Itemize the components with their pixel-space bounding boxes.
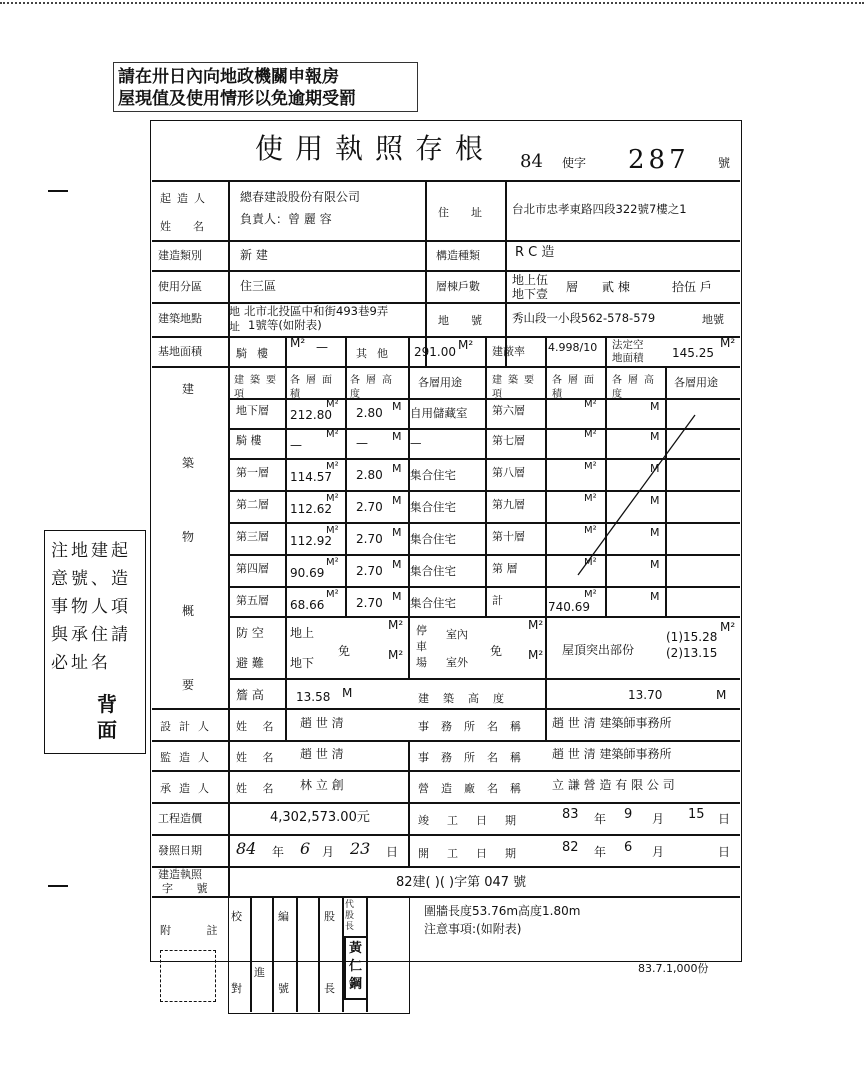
- floors-label: 層棟戶數: [436, 280, 480, 293]
- floor-height: 2.70: [356, 532, 383, 546]
- roof-1: (1)15.28: [666, 630, 718, 644]
- top-note-line2: 屋現值及使用情形以免逾期受罰: [118, 89, 356, 109]
- floors-down: 地下壹: [512, 287, 549, 301]
- supervisor-name-label: 姓 名: [236, 751, 280, 764]
- header-item-right: 建築要項: [492, 375, 540, 400]
- start-nian: 年: [594, 845, 607, 859]
- rule: [505, 180, 507, 366]
- floor-right-area-unit: M²: [584, 557, 597, 568]
- floor-name: 第二層: [236, 498, 269, 511]
- qilou-value: —: [316, 340, 328, 354]
- supervisor-office: 趙 世 清 建築師事務所: [552, 747, 672, 761]
- floor-right-height-unit: M: [650, 462, 660, 475]
- rule: [345, 336, 347, 616]
- rule: [152, 708, 740, 710]
- applicant-label: 起造人: [160, 192, 211, 205]
- permit-no-label-2: 字 號: [162, 882, 218, 895]
- issue-month: 6: [300, 839, 311, 858]
- site-address-1: 北市北投區中和街493巷9弄: [244, 304, 389, 318]
- rule: [228, 586, 740, 588]
- floor-area: 68.66: [290, 598, 325, 612]
- header-item-left: 建築要項: [234, 375, 282, 400]
- floor-height-unit: M: [392, 558, 402, 571]
- issue-year: 84: [236, 839, 257, 858]
- park-c: 場: [416, 656, 427, 669]
- park-unit-2: M²: [528, 648, 544, 662]
- official-seal: [344, 936, 368, 1000]
- shelter-a: 防 空: [236, 626, 264, 640]
- issue-ri: 日: [386, 845, 399, 859]
- start-year: 82: [562, 840, 579, 855]
- supervisor-name: 趙 世 清: [300, 747, 344, 761]
- structure-label: 構造種類: [436, 249, 480, 262]
- permit-no-label-1: 建造執照: [158, 868, 202, 881]
- start-yue: 月: [652, 845, 665, 859]
- lot-suffix: 地號: [702, 313, 724, 326]
- designer-name: 趙 世 清: [300, 716, 344, 730]
- floor-area: —: [290, 438, 302, 452]
- finish-nian: 年: [594, 812, 607, 826]
- other-value: 291.00: [414, 345, 456, 359]
- contractor-office: 立 謙 營 造 有 限 公 司: [552, 778, 675, 792]
- floor-height: 2.80: [356, 468, 383, 482]
- official-seal-text: 黃仁鋼: [349, 941, 363, 992]
- floors-up: 地上伍: [512, 273, 549, 287]
- rule: [408, 740, 410, 866]
- floor-area: 112.92: [290, 534, 332, 548]
- floor-height-unit: M: [392, 526, 402, 539]
- stamp-jin: 進: [254, 966, 265, 979]
- floor-height-unit: M: [392, 494, 402, 507]
- area-label: 基地面積: [158, 345, 202, 358]
- shelter-mian: 免: [338, 644, 351, 658]
- floor-right-height-unit: M: [650, 494, 660, 507]
- start-label: 開工日期: [418, 847, 534, 860]
- finish-month: 9: [624, 807, 633, 822]
- start-ri: 日: [718, 845, 731, 859]
- rule: [228, 180, 230, 896]
- top-note-line1: 請在卅日內向地政機關申報房: [118, 67, 339, 87]
- rule: [250, 896, 252, 1012]
- top-note: [113, 62, 418, 112]
- floor-right-name: 第十層: [492, 530, 525, 543]
- designer-label: 設計人: [160, 720, 217, 733]
- designer-office-label: 事務所名稱: [418, 720, 533, 733]
- shelter-unit-1: M²: [388, 618, 404, 632]
- finish-year: 83: [562, 807, 579, 822]
- permit-year: 84: [520, 151, 543, 172]
- floor-name: 第一層: [236, 466, 269, 479]
- stamp-hao: 號: [278, 982, 289, 995]
- contractor-office-label: 營造廠名稱: [418, 782, 533, 795]
- contractor-label: 承造人: [160, 782, 217, 795]
- stamp-chang: 長: [324, 982, 335, 995]
- floor-right-name: 第 層: [492, 562, 518, 575]
- designer-name-label: 姓 名: [236, 720, 280, 733]
- rule: [152, 866, 740, 868]
- floor-area-unit: M²: [326, 557, 339, 568]
- floor-right-area-unit: M²: [584, 493, 597, 504]
- park-a: 停: [416, 624, 427, 637]
- header-area-left: 各層面積: [290, 375, 338, 400]
- building-v-5: 要: [182, 678, 195, 692]
- floor-use: 集合住宅: [410, 596, 456, 610]
- floor-height-unit: M: [392, 462, 402, 475]
- park-in: 室內: [446, 628, 468, 641]
- small-stamp: [160, 950, 216, 1002]
- floor-right-height-unit: M: [650, 558, 660, 571]
- rule: [545, 336, 547, 740]
- rule: [228, 678, 740, 680]
- open-value: 145.25: [672, 346, 714, 360]
- open-label-1: 法定空: [612, 339, 644, 351]
- finish-day: 15: [688, 807, 705, 822]
- coverage-value: 4.998/10: [548, 341, 598, 354]
- header-area-right: 各層面積: [552, 375, 600, 400]
- dotted-top-border: [0, 2, 864, 6]
- floor-use: 集合住宅: [410, 500, 456, 514]
- floor-name: 第三層: [236, 530, 269, 543]
- finish-ri: 日: [718, 812, 731, 826]
- floor-use: 自用儲藏室: [410, 406, 468, 420]
- floor-right-height-unit: M: [650, 400, 660, 413]
- notes-label: 附 註: [160, 924, 234, 937]
- park-mian: 免: [490, 644, 503, 658]
- finish-label: 竣工日期: [418, 814, 534, 827]
- building-height-unit: M: [716, 688, 727, 702]
- lot-label: 地號: [438, 314, 504, 327]
- rule: [152, 270, 740, 272]
- permit-hao: 號: [718, 156, 731, 170]
- notes-line1: 圍牆長度53.76m高度1.80m: [424, 904, 581, 918]
- strike-line: [570, 410, 700, 580]
- applicant-name-label: 姓名: [160, 220, 226, 233]
- header-use-left: 各層用途: [418, 376, 462, 389]
- floor-area-unit: M²: [326, 461, 339, 472]
- other-label: 其他: [356, 347, 398, 360]
- rule: [425, 180, 427, 366]
- eave-unit: M: [342, 686, 353, 700]
- floor-use: 集合住宅: [410, 468, 456, 482]
- floor-height-unit: M: [392, 400, 402, 413]
- floor-right-area-unit: M²: [584, 589, 597, 600]
- header-height-right: 各層高度: [612, 375, 660, 400]
- floor-right-name: 計: [492, 594, 503, 607]
- rule: [152, 740, 740, 742]
- floor-area-unit: M²: [326, 589, 339, 600]
- rule: [285, 336, 287, 740]
- floor-right-name: 第六層: [492, 404, 525, 417]
- designer-office: 趙 世 清 建築師事務所: [552, 716, 672, 730]
- floor-height-unit: M: [392, 430, 402, 443]
- park-out: 室外: [446, 656, 468, 669]
- supervisor-office-label: 事務所名稱: [418, 751, 533, 764]
- issue-yue: 月: [322, 845, 335, 859]
- rule: [272, 896, 274, 1012]
- floor-name: 騎 樓: [236, 434, 262, 447]
- stamp-gu: 股: [324, 910, 335, 923]
- header-height-left: 各層高度: [350, 375, 398, 400]
- issue-day: 23: [350, 839, 371, 858]
- notes-line2: 注意事項:(如附表): [424, 922, 522, 936]
- floor-right-name: 第九層: [492, 498, 525, 511]
- shelter-up: 地上: [290, 626, 315, 640]
- floor-area-unit: M²: [326, 399, 339, 410]
- floor-right-height-unit: M: [650, 590, 660, 603]
- applicant-address: 台北市忠孝東路四段322號7樓之1: [512, 202, 687, 216]
- floor-right-area-unit: M²: [584, 429, 597, 440]
- building-v-2: 築: [182, 456, 195, 470]
- floor-height: —: [356, 436, 368, 450]
- contractor-name: 林 立 創: [300, 778, 344, 792]
- floor-area-unit: M²: [326, 429, 339, 440]
- rule: [318, 896, 320, 1012]
- floors-hu: 拾伍 戶: [672, 280, 712, 294]
- applicant-person: 負責人：曾 麗 容: [240, 212, 332, 226]
- floor-right-area-unit: M²: [584, 461, 597, 472]
- seal-sub: 代股長: [345, 900, 355, 932]
- cost-value: 4,302,573.00元: [270, 810, 370, 825]
- park-unit-1: M²: [528, 618, 544, 632]
- qilou-label: 騎樓: [236, 347, 278, 360]
- floor-area: 112.62: [290, 502, 332, 516]
- issue-nian: 年: [272, 845, 285, 859]
- open-unit: M²: [720, 336, 736, 350]
- finish-yue: 月: [652, 812, 665, 826]
- rule: [152, 302, 740, 304]
- rule: [228, 616, 740, 618]
- roof-unit: M²: [720, 620, 736, 634]
- rule: [152, 366, 740, 368]
- site-label: 建築地點: [158, 312, 202, 325]
- side-note-back: 背面: [97, 692, 117, 742]
- floor-right-area-unit: M²: [584, 525, 597, 536]
- rule: [152, 336, 740, 338]
- floor-height: 2.70: [356, 596, 383, 610]
- floor-area-unit: M²: [326, 525, 339, 536]
- coverage-label: 建蔽率: [492, 345, 525, 358]
- floor-right-height-unit: M: [650, 430, 660, 443]
- rule: [152, 180, 740, 182]
- floor-right-height-unit: M: [650, 526, 660, 539]
- start-month: 6: [624, 840, 633, 855]
- zone-value: 住三區: [240, 279, 277, 293]
- permit-number: 287: [628, 145, 690, 175]
- building-height-value: 13.70: [628, 688, 663, 702]
- rule: [152, 834, 740, 836]
- structure-value: R C 造: [515, 245, 555, 260]
- shelter-b: 避 難: [236, 656, 264, 670]
- permit-no-value: 82建( )( )字第 047 號: [396, 875, 527, 890]
- footer-print-info: 83.7.1,000份: [638, 962, 709, 975]
- floor-area: 212.80: [290, 408, 332, 422]
- floor-name: 地下層: [236, 404, 269, 417]
- contractor-name-label: 姓 名: [236, 782, 280, 795]
- floor-right-name: 第七層: [492, 434, 525, 447]
- floor-right-name: 第八層: [492, 466, 525, 479]
- building-height-label: 建築高度: [418, 692, 518, 705]
- floor-use: 集合住宅: [410, 532, 456, 546]
- header-use-right: 各層用途: [674, 376, 718, 389]
- applicant-company: 總春建設股份有限公司: [240, 190, 361, 204]
- floor-height: 2.70: [356, 564, 383, 578]
- floor-height: 2.80: [356, 406, 383, 420]
- shelter-down: 地下: [290, 656, 315, 670]
- rule: [485, 336, 487, 616]
- roof-2: (2)13.15: [666, 646, 718, 660]
- site-zhi: 址: [229, 320, 240, 333]
- rule: [152, 802, 740, 804]
- stamp-check: 校: [231, 910, 242, 923]
- floor-area-unit: M²: [326, 493, 339, 504]
- floor-area: 114.57: [290, 470, 332, 484]
- site-address-2: 1號等(如附表): [248, 318, 322, 332]
- roof-label: 屋頂突出部份: [562, 643, 635, 657]
- building-v-4: 概: [182, 604, 195, 618]
- other-unit: M²: [458, 338, 474, 352]
- floor-area: 90.69: [290, 566, 325, 580]
- eave-value: 13.58: [296, 690, 331, 704]
- rule: [152, 240, 740, 242]
- margin-mark: [48, 190, 68, 192]
- floor-right-area-unit: M²: [584, 399, 597, 410]
- address-label: 住址: [438, 206, 504, 219]
- strike-line-stroke: [578, 415, 695, 575]
- floor-use: 集合住宅: [410, 564, 456, 578]
- qilou-unit: M²: [290, 336, 306, 350]
- side-note-box: [44, 530, 146, 754]
- rule: [296, 896, 298, 1012]
- floor-name: 第五層: [236, 594, 269, 607]
- floors-ceng: 層: [566, 280, 579, 294]
- stamp-duei: 對: [231, 982, 242, 995]
- floor-height-unit: M: [392, 590, 402, 603]
- stamp-bian: 編: [278, 910, 289, 923]
- floor-height: 2.70: [356, 500, 383, 514]
- type-value: 新 建: [240, 248, 268, 262]
- floor-use: —: [410, 436, 422, 450]
- page-title: 使用執照存根: [255, 132, 496, 165]
- permit-zi: 使字: [562, 156, 587, 170]
- side-note-text: 注地建起意號、造事物人項與承住請必址名: [51, 541, 131, 673]
- margin-mark: [48, 885, 68, 887]
- cost-label: 工程造價: [158, 812, 202, 825]
- shelter-unit-2: M²: [388, 648, 404, 662]
- building-v-1: 建: [182, 382, 195, 396]
- building-v-3: 物: [182, 530, 195, 544]
- park-b: 車: [416, 640, 427, 653]
- total-area: 740.69: [548, 600, 590, 614]
- eave-label: 簷 高: [236, 688, 264, 702]
- floors-dong: 貳 棟: [602, 280, 630, 294]
- issue-label: 發照日期: [158, 844, 202, 857]
- site-di: 地: [229, 305, 240, 318]
- rule: [152, 770, 740, 772]
- supervisor-label: 監造人: [160, 751, 217, 764]
- open-label-2: 地面積: [612, 352, 644, 364]
- floor-name: 第四層: [236, 562, 269, 575]
- lot-number: 秀山段一小段562-578-579: [512, 311, 656, 325]
- type-label: 建造類別: [158, 249, 202, 262]
- zone-label: 使用分區: [158, 280, 202, 293]
